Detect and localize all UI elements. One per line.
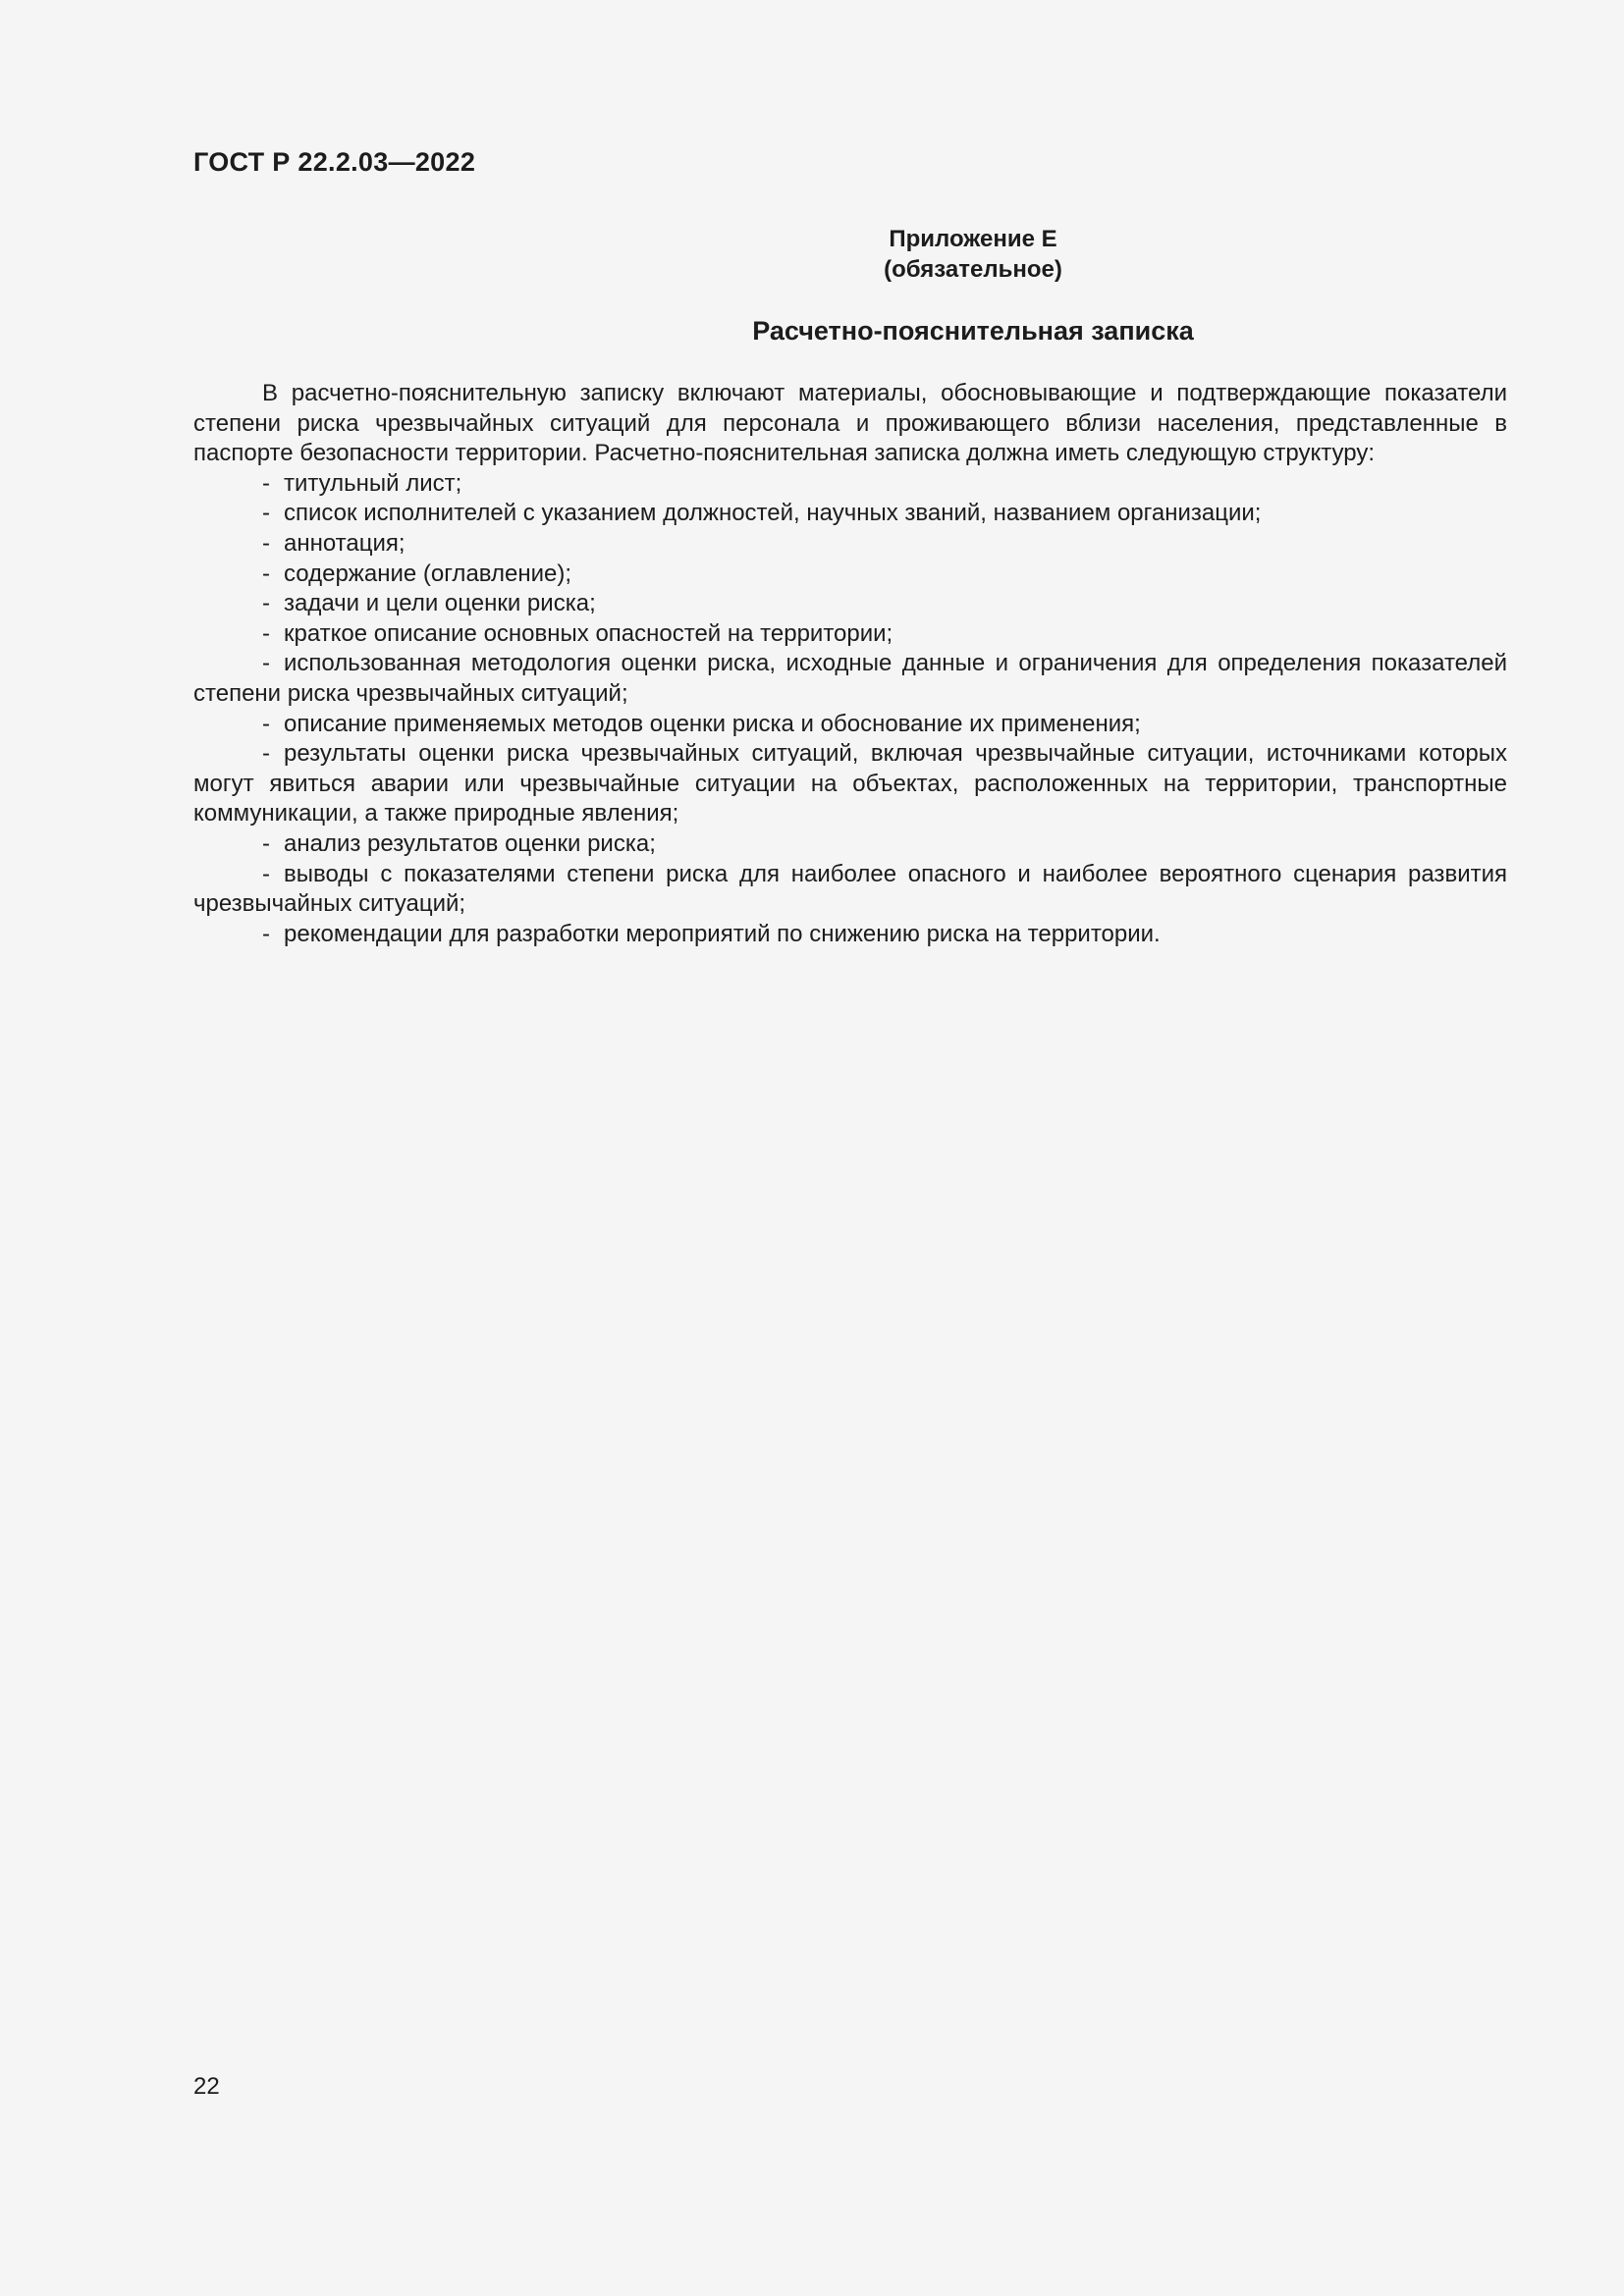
list-dash: - [262,710,270,737]
list-dash: - [262,829,270,857]
appendix-title: Приложение Е [889,226,1057,252]
section-title-wrap [193,316,1507,347]
list-item [193,619,1507,650]
list-dash: - [262,560,270,587]
list-dash: - [262,650,270,677]
appendix-heading [193,224,1507,285]
list-item [193,499,1507,529]
list-item [193,560,1507,590]
list-dash: - [262,920,270,947]
list-item-text: задачи и цели оценки риска; [284,590,596,617]
body-text [193,379,1507,949]
list-dash: - [262,469,270,497]
list-item-text: аннотация; [284,529,406,557]
list-dash: - [262,740,270,768]
list-item [193,710,1507,740]
section-title: Расчетно-пояснительная записка [752,316,1194,346]
list-item-text: краткое описание основных опасностей на территории; [284,619,893,647]
list-dash: - [262,860,270,887]
appendix-status: (обязательное) [884,256,1062,283]
list-item [193,920,1507,950]
list-item-text: рекомендации для разработки мероприятий по снижению риска на территории. [284,920,1161,947]
list-item [193,739,1507,829]
document-code: ГОСТ Р 22.2.03—2022 [193,147,476,177]
list-item [193,469,1507,500]
list-item [193,829,1507,860]
list-item [193,589,1507,619]
list-item-text: список исполнителей с указанием должностей, научных званий, названием организации; [284,500,1262,527]
list-dash: - [262,590,270,617]
intro-paragraph: В расчетно-пояснительную записку включают материалы, обосновывающие и подтверждающие показатели степени риска чрезвычайных ситуаций для персонала и проживающего вблизи населения, представленные в паспорте безопасности территории. Расчетно-пояснительная записка должна иметь следующую структуру: [193,380,1507,467]
list-item-text: выводы с показателями степени риска для наиболее опасного и наиболее вероятного сценария развития чрезвычайных ситуаций; [193,860,1507,918]
list-item-text: результаты оценки риска чрезвычайных ситуаций, включая чрезвычайные ситуации, источниками которых могут явиться аварии или чрезвычайные ситуации на объектах, расположенных на территории, транспортные коммуникации, а также природные явления; [193,740,1507,828]
list-item [193,860,1507,920]
list-item [193,529,1507,560]
list-item-text: использованная методология оценки риска, исходные данные и ограничения для определения показателей степени риска чрезвычайных ситуаций; [193,650,1507,707]
list-item-text: содержание (оглавление); [284,560,572,587]
list-item-text: титульный лист; [284,469,462,497]
list-dash: - [262,529,270,557]
page-number: 22 [193,2073,220,2100]
list-item-text: описание применяемых методов оценки риска и обоснование их применения; [284,710,1141,737]
list-item [193,649,1507,709]
list-dash: - [262,619,270,647]
list-item-text: анализ результатов оценки риска; [284,829,656,857]
list-dash: - [262,500,270,527]
